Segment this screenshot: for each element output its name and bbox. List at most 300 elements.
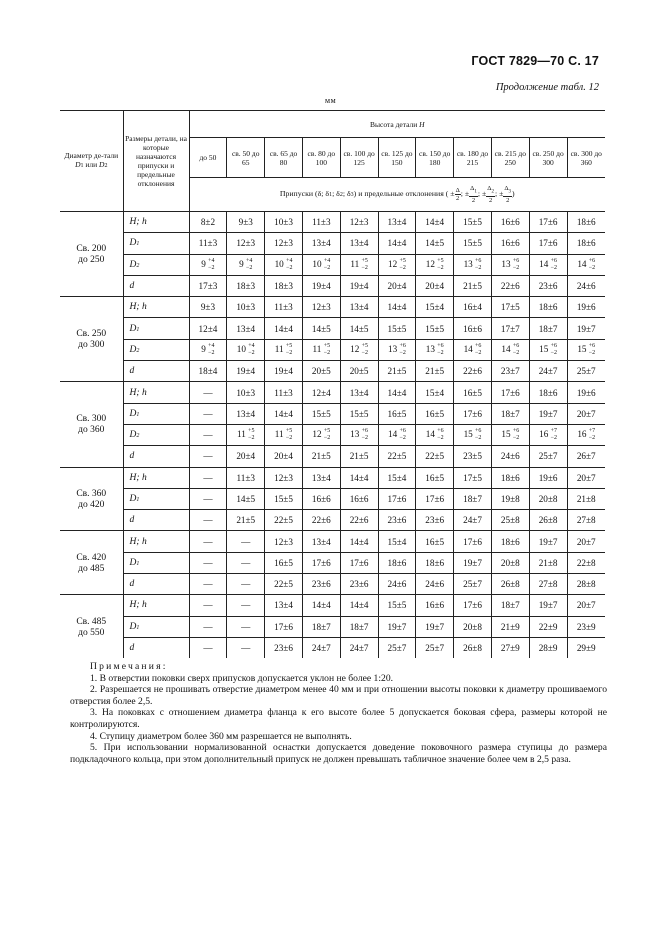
value-cell: 12±3 [302,297,340,318]
value-cell: 21±5 [302,446,340,467]
table-row [60,212,605,233]
table-row [60,574,605,595]
value-cell: 19±7 [529,403,567,424]
value-cell: 14 +6 −2 [416,424,454,445]
value-cell: — [227,552,265,573]
table-row [60,616,605,637]
value-cell: 25±8 [491,510,529,531]
value-cell: 17±6 [378,488,416,509]
table-row [60,254,605,275]
value-cell: 17±3 [189,275,227,296]
value-cell: 10 +4 −2 [227,339,265,360]
value-cell: 10±3 [265,212,303,233]
value-cell: 12±3 [265,467,303,488]
value-cell: 22±6 [302,510,340,531]
value-cell: 19±4 [302,275,340,296]
value-cell: 16±6 [302,488,340,509]
value-cell: — [189,510,227,531]
diameter-range-cell: Св. 485 до 550 [60,595,123,658]
table-row [60,339,605,360]
dimension-label-cell: D1 [123,552,189,573]
dimension-label-cell: H; h [123,595,189,616]
dimension-label-cell: D1 [123,488,189,509]
value-cell: 14±4 [340,595,378,616]
value-cell: — [189,552,227,573]
value-cell: 16 +7 −2 [567,424,605,445]
value-cell: 14±5 [302,318,340,339]
value-cell: 11 +5 −2 [265,424,303,445]
value-cell: 9 +4 −2 [189,254,227,275]
value-cell: 18±4 [189,361,227,382]
value-cell: 26±8 [529,510,567,531]
value-cell: 22±5 [378,446,416,467]
value-cell: 27±9 [491,637,529,658]
table-row [60,382,605,403]
value-cell: 11 +5 −2 [340,254,378,275]
value-cell: 11 +5 −2 [265,339,303,360]
value-cell: — [227,616,265,637]
value-cell: 15±5 [340,403,378,424]
value-cell: — [189,574,227,595]
value-cell: 11±3 [265,382,303,403]
value-cell: 12±4 [189,318,227,339]
value-cell: 15 +6 −2 [454,424,492,445]
value-cell: 16 +7 −2 [529,424,567,445]
value-cell: 26±8 [454,637,492,658]
table-row [60,552,605,573]
value-cell: 18±7 [529,318,567,339]
height-header: Высота детали H [189,111,605,138]
standard-header: ГОСТ 7829—70 С. 17 [471,54,599,68]
value-cell: 9±3 [189,297,227,318]
value-cell: 18±7 [302,616,340,637]
value-cell: 14 +6 −2 [491,339,529,360]
unit-label: мм [325,96,337,105]
value-cell: 22±5 [265,574,303,595]
value-cell: 13±4 [227,318,265,339]
value-cell: 17±6 [416,488,454,509]
value-cell: 20±7 [567,531,605,552]
value-cell: 19±8 [491,488,529,509]
value-cell: 18±3 [227,275,265,296]
note-item: 1. В отверстии поковки сверх припусков допускается уклон не более 1:20. [90,672,394,684]
value-cell: 23±5 [454,446,492,467]
value-cell: 15 +6 −2 [491,424,529,445]
allowance-table [60,110,605,658]
dimension-label-cell: H; h [123,531,189,552]
notes-title: Примечания: [90,661,168,672]
value-cell: 20±7 [567,467,605,488]
dimension-label-cell: d [123,637,189,658]
value-cell: 19±4 [340,275,378,296]
height-column-header: св. 80 до 100 [302,138,340,178]
value-cell: 16±5 [416,467,454,488]
value-cell: 16±5 [416,531,454,552]
value-cell: — [227,595,265,616]
value-cell: 16±5 [265,552,303,573]
value-cell: 25±7 [454,574,492,595]
value-cell: 29±9 [567,637,605,658]
value-cell: 16±6 [340,488,378,509]
value-cell: 22±9 [529,616,567,637]
height-column-header: св. 215 до 250 [491,138,529,178]
value-cell: — [189,467,227,488]
value-cell: 11±3 [302,212,340,233]
value-cell: 15±5 [302,403,340,424]
value-cell: 14±4 [265,403,303,424]
dimension-label-cell: d [123,510,189,531]
value-cell: — [189,531,227,552]
value-cell: 20±5 [302,361,340,382]
height-column-header: св. 150 до 180 [416,138,454,178]
value-cell: 13 +6 −2 [454,254,492,275]
value-cell: 10 +4 −2 [302,254,340,275]
value-cell: 17±6 [302,552,340,573]
height-column-header: св. 250 до 300 [529,138,567,178]
diameter-range-cell: Св. 200 до 250 [60,212,123,297]
value-cell: 12±4 [302,382,340,403]
value-cell: 20±8 [529,488,567,509]
value-cell: 14±5 [340,318,378,339]
value-cell: 17±5 [491,297,529,318]
value-cell: 17±6 [529,233,567,254]
dimension-label-cell: D2 [123,424,189,445]
value-cell: 12±3 [227,233,265,254]
value-cell: 15±5 [378,595,416,616]
value-cell: 11 +5 −2 [302,339,340,360]
value-cell: 15±5 [378,318,416,339]
value-cell: 14 +6 −2 [529,254,567,275]
value-cell: 24±6 [378,574,416,595]
table-row [60,275,605,296]
value-cell: 11 +5 −2 [227,424,265,445]
diameter-range-cell: Св. 360 до 420 [60,467,123,531]
value-cell: — [227,637,265,658]
value-cell: 8±2 [189,212,227,233]
value-cell: 22±8 [567,552,605,573]
value-cell: 15 +6 −2 [567,339,605,360]
value-cell: — [189,488,227,509]
value-cell: — [189,446,227,467]
value-cell: 12 +5 −2 [340,339,378,360]
value-cell: 15±5 [265,488,303,509]
diameter-range-cell: Св. 250 до 300 [60,297,123,382]
table-row [60,361,605,382]
col-dimensions-header: Размеры детали, на которые назначаются припуски и предельные отклонения [123,111,189,212]
value-cell: 13±4 [302,467,340,488]
value-cell: 14±4 [265,318,303,339]
value-cell: 14±4 [378,297,416,318]
value-cell: 17±6 [265,616,303,637]
value-cell: 17±6 [454,595,492,616]
value-cell: 14±4 [378,382,416,403]
note-item: 4. Ступицу диаметром более 360 мм разрешается не выполнять. [90,730,352,742]
dimension-label-cell: D2 [123,254,189,275]
value-cell: 25±7 [416,637,454,658]
dimension-label-cell: H; h [123,212,189,233]
value-cell: 9±3 [227,212,265,233]
table-row [60,531,605,552]
value-cell: 17±6 [491,382,529,403]
value-cell: 13±4 [378,212,416,233]
value-cell: 22±6 [491,275,529,296]
value-cell: 17±6 [529,212,567,233]
dimension-label-cell: D2 [123,339,189,360]
notes-section [70,661,607,765]
value-cell: 21±5 [340,446,378,467]
value-cell: 24±6 [491,446,529,467]
height-column-header: св. 300 до 360 [567,138,605,178]
value-cell: 21±5 [454,275,492,296]
value-cell: 25±7 [529,446,567,467]
value-cell: 16±6 [491,233,529,254]
value-cell: 13±4 [340,297,378,318]
value-cell: 22±5 [265,510,303,531]
value-cell: 18±6 [378,552,416,573]
value-cell: 19±4 [265,361,303,382]
value-cell: 20±4 [378,275,416,296]
value-cell: 18±7 [491,403,529,424]
value-cell: 23±6 [302,574,340,595]
value-cell: 17±7 [491,318,529,339]
value-cell: 15±5 [416,318,454,339]
value-cell: 20±4 [265,446,303,467]
value-cell: 14 +6 −2 [567,254,605,275]
value-cell: 13±4 [265,595,303,616]
dimension-label-cell: D1 [123,318,189,339]
value-cell: 16±5 [416,403,454,424]
value-cell: 14±5 [227,488,265,509]
value-cell: 10±3 [227,297,265,318]
value-cell: 13 +6 −2 [491,254,529,275]
value-cell: 12±3 [265,233,303,254]
value-cell: 18±6 [567,233,605,254]
value-cell: 18±7 [491,595,529,616]
value-cell: 26±7 [567,446,605,467]
value-cell: 10 +4 −2 [265,254,303,275]
value-cell: 13 +6 −2 [416,339,454,360]
value-cell: 18±6 [416,552,454,573]
value-cell: 16±6 [454,318,492,339]
dimension-label-cell: d [123,275,189,296]
value-cell: 16±6 [491,212,529,233]
value-cell: 19±7 [416,616,454,637]
dimension-label-cell: d [123,574,189,595]
value-cell: 11±3 [227,467,265,488]
value-cell: 21±9 [491,616,529,637]
value-cell: 13±4 [227,403,265,424]
table-row [60,424,605,445]
value-cell: 27±8 [567,510,605,531]
value-cell: 23±6 [340,574,378,595]
table-continuation-label: Продолжение табл. 12 [495,82,599,93]
value-cell: 14±4 [416,212,454,233]
value-cell: 18±6 [529,382,567,403]
value-cell: 16±5 [454,382,492,403]
value-cell: 13 +6 −2 [340,424,378,445]
value-cell: — [227,531,265,552]
value-cell: 18±6 [491,467,529,488]
value-cell: 20±8 [491,552,529,573]
value-cell: 17±6 [454,531,492,552]
height-column-header: св. 180 до 215 [454,138,492,178]
value-cell: 24±7 [340,637,378,658]
value-cell: 24±7 [454,510,492,531]
value-cell: — [189,637,227,658]
dimension-label-cell: d [123,361,189,382]
value-cell: 18±6 [491,531,529,552]
dimension-label-cell: H; h [123,297,189,318]
value-cell: — [189,403,227,424]
table-row [60,403,605,424]
value-cell: 24±7 [529,361,567,382]
value-cell: 22±6 [340,510,378,531]
value-cell: 21±5 [416,361,454,382]
value-cell: 20±8 [454,616,492,637]
height-column-header: до 50 [189,138,227,178]
value-cell: 13±4 [340,233,378,254]
value-cell: 14±5 [416,233,454,254]
dimension-label-cell: d [123,446,189,467]
value-cell: 27±8 [529,574,567,595]
value-cell: 16±6 [416,595,454,616]
value-cell: 13±4 [340,382,378,403]
note-item: 3. На поковках с отношением диаметра фланца к его высоте более 5 допускается боковая сфера, размеры которой не контролируются. [70,707,607,730]
value-cell: 19±6 [567,382,605,403]
dimension-label-cell: D1 [123,616,189,637]
value-cell: 19±6 [567,297,605,318]
value-cell: 12±3 [340,212,378,233]
value-cell: 14±4 [340,467,378,488]
value-cell: 23±7 [491,361,529,382]
value-cell: 28±9 [529,637,567,658]
value-cell: 23±6 [378,510,416,531]
table-row [60,297,605,318]
value-cell: 12 +5 −2 [416,254,454,275]
value-cell: 14±4 [340,531,378,552]
table-row [60,467,605,488]
value-cell: 19±7 [378,616,416,637]
value-cell: 22±5 [416,446,454,467]
value-cell: 14±4 [378,233,416,254]
value-cell: 12 +5 −2 [378,254,416,275]
value-cell: 20±4 [416,275,454,296]
value-cell: — [189,616,227,637]
value-cell: 23±6 [416,510,454,531]
dimension-label-cell: H; h [123,382,189,403]
value-cell: 24±6 [416,574,454,595]
value-cell: 13±4 [302,531,340,552]
value-cell: 19±6 [529,467,567,488]
col-diameter-header: Диаметр де-тали D1 или D2 [60,111,123,212]
table-row [60,446,605,467]
height-column-header: св. 100 до 125 [340,138,378,178]
table-row [60,637,605,658]
value-cell: 14±4 [302,595,340,616]
dimension-label-cell: D1 [123,403,189,424]
value-cell: 19±7 [529,595,567,616]
value-cell: 12±3 [265,531,303,552]
value-cell: 16±5 [378,403,416,424]
value-cell: 14 +6 −2 [378,424,416,445]
value-cell: — [227,574,265,595]
height-column-header: св. 125 до 150 [378,138,416,178]
value-cell: 22±6 [454,361,492,382]
value-cell: 20±7 [567,595,605,616]
value-cell: — [189,595,227,616]
value-cell: 13 +6 −2 [378,339,416,360]
table-row [60,488,605,509]
value-cell: 12 +5 −2 [302,424,340,445]
value-cell: 21±8 [567,488,605,509]
value-cell: 18±7 [340,616,378,637]
height-column-header: св. 65 до 80 [265,138,303,178]
value-cell: 19±7 [567,318,605,339]
value-cell: 19±4 [227,361,265,382]
value-cell: 11±3 [265,297,303,318]
value-cell: 14 +6 −2 [454,339,492,360]
value-cell: 20±5 [340,361,378,382]
table-row [60,510,605,531]
value-cell: 17±5 [454,467,492,488]
diameter-range-cell: Св. 300 до 360 [60,382,123,467]
value-cell: 18±6 [529,297,567,318]
value-cell: 13±4 [302,233,340,254]
table-row [60,595,605,616]
value-cell: 15±4 [378,531,416,552]
value-cell: 10±3 [227,382,265,403]
value-cell: 9 +4 −2 [227,254,265,275]
value-cell: 15±4 [416,297,454,318]
value-cell: 20±7 [567,403,605,424]
value-cell: — [189,382,227,403]
value-cell: 21±5 [227,510,265,531]
value-cell: 21±5 [378,361,416,382]
value-cell: 15 +6 −2 [529,339,567,360]
table-row [60,233,605,254]
value-cell: 15±5 [454,233,492,254]
value-cell: 19±7 [529,531,567,552]
value-cell: 18±7 [454,488,492,509]
value-cell: 19±7 [454,552,492,573]
value-cell: 11±3 [189,233,227,254]
value-cell: 20±4 [227,446,265,467]
value-cell: 15±4 [416,382,454,403]
value-cell: 23±6 [529,275,567,296]
height-column-header: св. 50 до 65 [227,138,265,178]
value-cell: 23±6 [265,637,303,658]
allowance-header: Припуски (δ; δ1; δ2; δ3) и предельные отклонения ( ± $\frac{\Delta}{2}$ ; ± $\frac{\Delta_1}{2}$ ; ± $\frac{\Delta_2}{2}$ ; ± $\frac{\Delta_3}{2}$ ) [189,178,605,212]
value-cell: 9 +4 −2 [189,339,227,360]
value-cell: 15±5 [454,212,492,233]
dimension-label-cell: D1 [123,233,189,254]
value-cell: 25±7 [567,361,605,382]
diameter-range-cell: Св. 420 до 485 [60,531,123,595]
value-cell: — [189,424,227,445]
note-item: 2. Разрешается не прошивать отверстие диаметром менее 40 мм и при отношении высоты поковки к диаметру прошиваемого отверстия более 2,5. [70,684,607,707]
value-cell: 21±8 [529,552,567,573]
note-item: 5. При использовании нормализованной оснастки допускается доведение поковочного размера ступицы до размера подкладочного кольца, при этом дополнительный припуск не должен превышать табличное значение более чем в 2,5 раза. [70,742,607,765]
table-row [60,318,605,339]
value-cell: 18±6 [567,212,605,233]
value-cell: 28±8 [567,574,605,595]
dimension-label-cell: H; h [123,467,189,488]
value-cell: 17±6 [340,552,378,573]
value-cell: 15±4 [378,467,416,488]
value-cell: 25±7 [378,637,416,658]
value-cell: 17±6 [454,403,492,424]
value-cell: 26±8 [491,574,529,595]
